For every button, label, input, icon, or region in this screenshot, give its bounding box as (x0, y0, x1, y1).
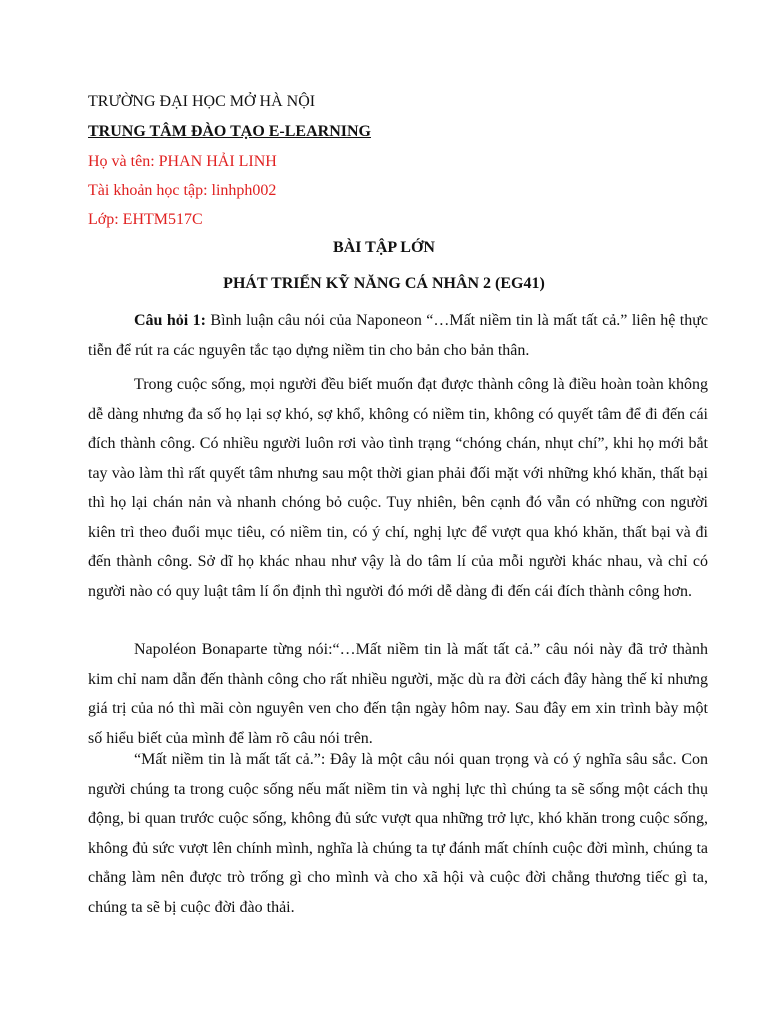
assignment-title: BÀI TẬP LỚN (333, 239, 435, 256)
student-class: Lớp: EHTM517C (88, 211, 203, 228)
subject-title: PHÁT TRIỂN KỸ NĂNG CÁ NHÂN 2 (EG41) (223, 275, 545, 292)
center-name: TRUNG TÂM ĐÀO TẠO E-LEARNING (88, 123, 371, 140)
body-paragraph-2: Napoléon Bonaparte từng nói:“…Mất niềm tin là mất tất cả.” câu nói này đã trở thành kim chỉ nam dẫn đến thành công cho rất nhiều người, mặc dù ra đời cách đây hàng thế kỉ nhưng giá trị của nó thì mãi còn nguyên ven cho đến tận ngày hôm nay. Sau đây em xin trình bày một số hiểu biết của mình để làm rõ câu nói trên. (88, 641, 708, 747)
student-name: Họ và tên: PHAN HẢI LINH (88, 153, 277, 170)
question-paragraph (88, 306, 708, 365)
body-paragraph-3: “Mất niềm tin là mất tất cả.”: Đây là một câu nói quan trọng và có ý nghĩa sâu sắc. Con người chúng ta trong cuộc sống nếu mất niềm tin và nghị lực thì chúng ta sẽ sống một cách thụ động, bi quan trước cuộc sống, không đủ sức vượt qua những trở lực, khó khăn trong cuộc sống, không đủ sức vượt lên chính mình, nghĩa là chúng ta tự đánh mất chính cuộc đời mình, chúng ta chẳng làm nên được trò trống gì cho mình và cho xã hội và cuộc đời chẳng thương tiếc gì ta, chúng ta sẽ bị cuộc đời đào thải. (88, 751, 708, 916)
question-text: Bình luận câu nói của Naponeon “…Mất niềm tin là mất tất cả.” liên hệ thực tiễn để rút ra các nguyên tắc tạo dựng niềm tin cho bản cho bản thân. (88, 312, 708, 359)
student-account: Tài khoản học tập: linhph002 (88, 182, 277, 199)
university-name: TRƯỜNG ĐẠI HỌC MỞ HÀ NỘI (88, 93, 316, 110)
body-paragraph-1: Trong cuộc sống, mọi người đều biết muốn đạt được thành công là điều hoàn toàn không dễ dàng nhưng đa số họ lại sợ khó, sợ khổ, không có niềm tin, không có quyết tâm để đi đến cái đích thành công. Có nhiều người luôn rơi vào tình trạng “chóng chán, nhụt chí”, khi họ mới bắt tay vào làm thì rất quyết tâm nhưng sau một thời gian phải đối mặt với những khó khăn, thất bại thì họ lại chán nản và nhanh chóng bỏ cuộc. Tuy nhiên, bên cạnh đó vẫn có những con người kiên trì theo đuổi mục tiêu, có niềm tin, có ý chí, nghị lực để vượt qua khó khăn, thất bại và đi đến thành công. Sở dĩ họ khác nhau như vậy là do tâm lí của mỗi người khác nhau, và chỉ có người nào có quy luật tâm lí ổn định thì người đó mới dễ dàng đi đến cái đích thành công hơn. (88, 376, 708, 600)
question-label: Câu hỏi 1: (134, 312, 206, 329)
